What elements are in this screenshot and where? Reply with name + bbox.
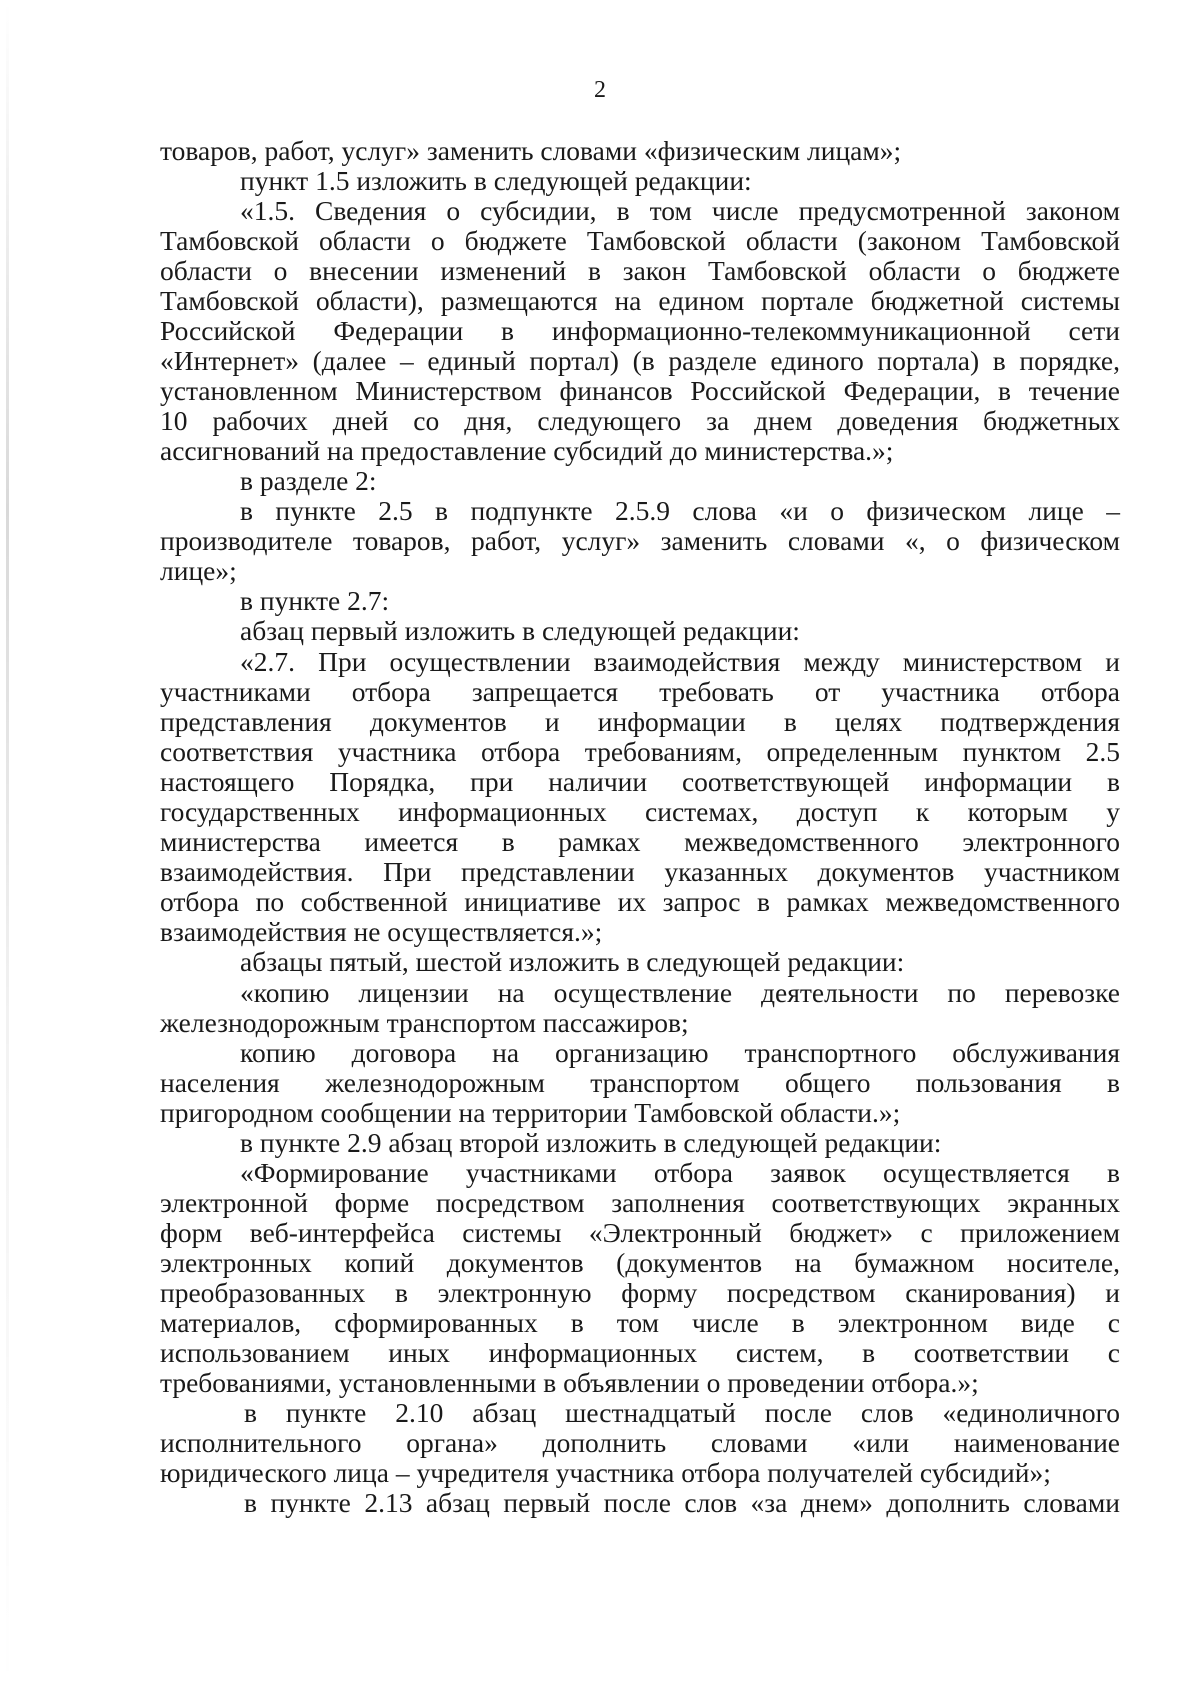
text-line: «копию лицензии на осуществление деятельности по перевозке bbox=[240, 977, 1120, 1008]
text-line: пригородном сообщении на территории Тамбовской области.»; bbox=[160, 1097, 901, 1128]
text-line: взаимодействия не осуществляется.»; bbox=[160, 916, 603, 947]
text-line: пункт 1.5 изложить в следующей редакции: bbox=[240, 165, 752, 196]
text-line: «1.5. Сведения о субсидии, в том числе предусмотренной законом bbox=[240, 195, 1120, 226]
text-line: Российской Федерации в информационно-телекоммуникационной сети bbox=[160, 315, 1120, 346]
text-line: населения железнодорожным транспортом общего пользования в bbox=[160, 1067, 1120, 1098]
text-line: в разделе 2: bbox=[240, 465, 377, 496]
text-line: исполнительного органа» дополнить словами «или наименование bbox=[160, 1427, 1120, 1458]
text-line: в пункте 2.10 абзац шестнадцатый после слов «единоличного bbox=[244, 1397, 1120, 1428]
text-line: железнодорожным транспортом пассажиров; bbox=[160, 1007, 689, 1038]
text-line: товаров, работ, услуг» заменить словами «физическим лицам»; bbox=[160, 135, 902, 166]
text-line: электронной форме посредством заполнения соответствующих экранных bbox=[160, 1187, 1120, 1218]
text-line: «Интернет» (далее – единый портал) (в разделе единого портала) в порядке, bbox=[160, 345, 1120, 376]
text-line: требованиями, установленными в объявлении о проведении отбора.»; bbox=[160, 1367, 979, 1398]
text-line: государственных информационных системах, доступ к которым у bbox=[160, 796, 1120, 827]
text-line: Тамбовской области о бюджете Тамбовской области (законом Тамбовской bbox=[160, 225, 1120, 256]
text-line: в пункте 2.13 абзац первый после слов «за днем» дополнить словами bbox=[244, 1487, 1120, 1518]
text-line: в пункте 2.9 абзац второй изложить в следующей редакции: bbox=[240, 1127, 942, 1158]
text-line: лице»; bbox=[160, 555, 237, 586]
text-line: «2.7. При осуществлении взаимодействия между министерством и bbox=[240, 646, 1120, 677]
text-line: представления документов и информации в целях подтверждения bbox=[160, 706, 1120, 737]
text-line: «Формирование участниками отбора заявок осуществляется в bbox=[240, 1157, 1120, 1188]
text-line: абзац первый изложить в следующей редакции: bbox=[240, 615, 800, 646]
text-line: отбора по собственной инициативе их запрос в рамках межведомственного bbox=[160, 886, 1120, 917]
text-line: абзацы пятый, шестой изложить в следующей редакции: bbox=[240, 946, 905, 977]
text-line: Тамбовской области), размещаются на едином портале бюджетной системы bbox=[160, 285, 1120, 316]
text-line: в пункте 2.7: bbox=[240, 585, 390, 616]
text-line: производителе товаров, работ, услуг» заменить словами «, о физическом bbox=[160, 525, 1120, 556]
text-line: материалов, сформированных в том числе в электронном виде с bbox=[160, 1307, 1120, 1338]
text-line: области о внесении изменений в закон Тамбовской области о бюджете bbox=[160, 255, 1120, 286]
text-line: настоящего Порядка, при наличии соответствующей информации в bbox=[160, 766, 1120, 797]
text-line: министерства имеется в рамках межведомственного электронного bbox=[160, 826, 1120, 857]
scan-edge-shadow bbox=[6, 0, 9, 1697]
text-line: в пункте 2.5 в подпункте 2.5.9 слова «и о физическом лице – bbox=[240, 495, 1120, 526]
text-line: форм веб-интерфейса системы «Электронный бюджет» с приложением bbox=[160, 1217, 1120, 1248]
text-line: взаимодействия. При представлении указанных документов участником bbox=[160, 856, 1120, 887]
text-line: соответствия участника отбора требованиям, определенным пунктом 2.5 bbox=[160, 736, 1120, 767]
text-line: установленном Министерством финансов Российской Федерации, в течение bbox=[160, 375, 1120, 406]
text-line: электронных копий документов (документов на бумажном носителе, bbox=[160, 1247, 1120, 1278]
text-line: копию договора на организацию транспортного обслуживания bbox=[240, 1037, 1120, 1068]
page-number: 2 bbox=[594, 77, 606, 103]
text-line: преобразованных в электронную форму посредством сканирования) и bbox=[160, 1277, 1120, 1308]
text-line: участниками отбора запрещается требовать от участника отбора bbox=[160, 676, 1120, 707]
text-line: юридического лица – учредителя участника отбора получателей субсидий»; bbox=[160, 1457, 1051, 1488]
text-line: использованием иных информационных систем, в соответствии с bbox=[160, 1337, 1120, 1368]
text-line: 10 рабочих дней со дня, следующего за днем доведения бюджетных bbox=[160, 405, 1120, 436]
text-line: ассигнований на предоставление субсидий до министерства.»; bbox=[160, 435, 894, 466]
